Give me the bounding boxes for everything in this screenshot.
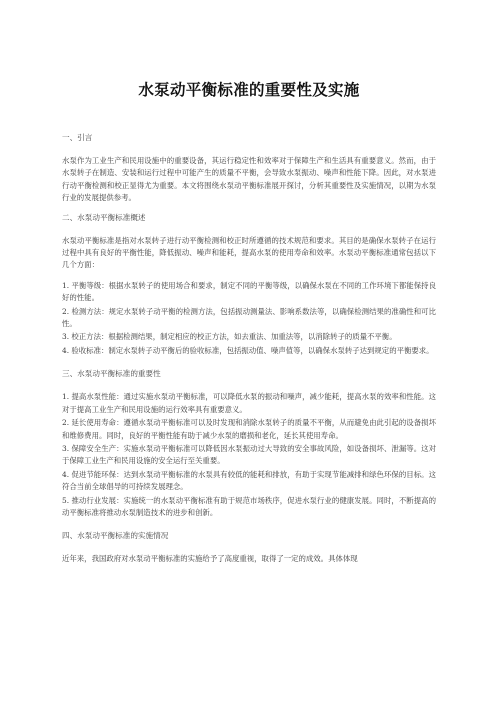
list-item: 3. 校正方法：根据检测结果，制定相应的校正方法，如去重法、加重法等，以消除转子的质量不平衡。 [62, 332, 397, 342]
section-heading: 二、水泵动平衡标准概述 [62, 212, 146, 222]
paragraph: 水泵作为工业生产和民用设施中的重要设备，其运行稳定性和效率对于保障生产和生活具有重要意义。然而，由于水泵转子在制造、安装和运行过程中可能产生的质量不平衡，会导致水泵振动、噪声和性能下降。因此，对水泵进行动平衡检测和校正显得尤为重要。本文将围绕水泵动平衡标准展开探讨，分析其重要性及实施情况，以期为水泵行业的发展提供参考。 [62, 156, 436, 203]
section-implementation [62, 531, 436, 565]
section-heading: 四、水泵动平衡标准的实施情况 [62, 531, 169, 541]
list-item: 2. 延长使用寿命：遵循水泵动平衡标准可以及时发现和消除水泵转子的质量不平衡，从而避免由此引起的设备损坏和维修费用。同时，良好的平衡性能有助于减少水泵的磨损和老化，延长其使用寿命。 [62, 418, 436, 440]
section-heading: 三、水泵动平衡标准的重要性 [62, 369, 161, 379]
section-importance [62, 369, 436, 519]
list-item: 3. 保障安全生产：实施水泵动平衡标准可以降低因水泵振动过大导致的安全事故风险，如设备损坏、泄漏等。这对于保障工业生产和民用设施的安全运行至关重要。 [62, 443, 436, 466]
list-item: 5. 推动行业发展：实施统一的水泵动平衡标准有助于规范市场秩序，促进水泵行业的健康发展。同时，不断提高的动平衡标准将推动水泵制造技术的进步和创新。 [62, 495, 436, 517]
section-introduction [62, 133, 436, 205]
section-heading: 一、引言 [62, 133, 93, 142]
document-title: 水泵动平衡标准的重要性及实施 [138, 81, 360, 99]
list-item: 1. 平衡等级：根据水泵转子的使用场合和要求，制定不同的平衡等级，以确保水泵在不同的工作环境下都能保持良好的性能。 [62, 280, 436, 303]
list-item: 2. 检测方法：规定水泵转子动平衡的检测方法，包括振动测量法、影响系数法等，以确保检测结果的准确性和可比性。 [62, 306, 436, 329]
list-item: 4. 验收标准：制定水泵转子动平衡后的验收标准，包括振动值、噪声值等，以确保水泵转子达到规定的平衡要求。 [62, 345, 434, 355]
paragraph: 水泵动平衡标准是指对水泵转子进行动平衡检测和校正时所遵循的技术规范和要求。其目的是确保水泵转子在运行过程中具有良好的平衡性能，降低振动、噪声和能耗，提高水泵的使用寿命和效率。水泵动平衡标准通常包括以下几个方面： [62, 235, 436, 270]
paragraph: 近年来，我国政府对水泵动平衡标准的实施给予了高度重视，取得了一定的成效。具体体现 [62, 554, 358, 564]
numbered-list [62, 280, 436, 357]
list-item: 4. 促进节能环保：达到水泵动平衡标准的水泵具有较低的能耗和排放，有助于实现节能减排和绿色环保的目标。这符合当前全球倡导的可持续发展理念。 [62, 469, 436, 492]
section-overview [62, 213, 436, 358]
numbered-list [62, 391, 436, 519]
list-item: 1. 提高水泵性能：通过实施水泵动平衡标准，可以降低水泵的振动和噪声，减少能耗，提高水泵的效率和性能。这对于提高工业生产和民用设施的运行效率具有重要意义。 [62, 392, 436, 414]
